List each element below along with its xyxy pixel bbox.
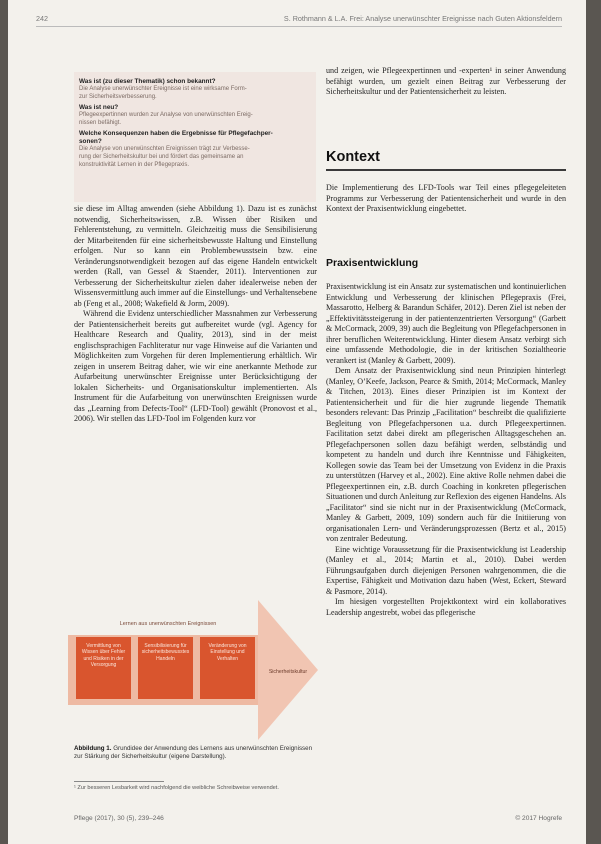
paragraph: Während die Evidenz unterschiedlicher Massnahmen zur Verbesserung der Patientensicherheit bereits gut aufbereitet wurde (vgl. Agency for Healthcare Research and Quality, 2013), sind in der meist englischsprachigen Fachliteratur nur vage Hinweise auf die Varianten und Möglichkeiten zum Vorgehen für deren Implementierung erhältlich. Wir zeigen in unserem Beitrag daher, wie wir eine anerkannte Methode zur Aufarbeitung unerwünschter Ereignisse unter Berücksichtigung der lokalen Sicherheits- und Organisationskultur implementierten. Als Instrument für die Aufarbeitung von unerwünschten Ereignissen wurde das „Learning from Defects-Tool“ (LFD-Tool) gewählt (Pronovost et al., 2006). Wir stellen das LFD-Tool im Folgenden kurz vor (74, 309, 317, 423)
journal-page (8, 0, 586, 844)
box-answer: Pflegeexpertinnen wurden zur Analyse von unerwünschten Ereig- nissen befähigt. (79, 112, 253, 126)
box-question: Welche Konsequenzen haben die Ergebnisse für Pflegefachper- sonen? (79, 130, 273, 146)
paragraph: Eine wichtige Voraussetzung für die Praxisentwicklung ist Leadership (Manley et al., 2014; Martin et al., 2010). Dabei werden Führungsaufgaben durch diejenigen Personen wahrgenommen, die die Expertise, Fähigkeit und Motivation dazu haben (West, Eckert, Steward & Pasmore, 2014). (326, 544, 566, 596)
paragraph: Praxisentwicklung ist ein Ansatz zur systematischen und kontinuierlichen Entwicklung und Verbesserung der klinischen Pflegepraxis (Frei, Massarotto, Helberg & Barandun Schäfer, 2012). Deren Ziel ist neben der „Effektivitätssteigerung in der patientenzentrierten Versorgung“ (Garbett & McCormack, 2009, 39) auch die Begleitung von Pflegefachpersonen in ihrer beruflichen Weiterentwicklung. Hinter diesem Ansatz verbirgt sich eine umfassende Methodologie, die in der kritischen Sozialtheorie verankert ist (Manley & Garbett, 2009). (326, 282, 566, 365)
subsection-title: Praxisentwicklung (326, 257, 419, 269)
section-title: Kontext (326, 149, 380, 165)
left-column-text (74, 204, 317, 425)
section-rule (326, 169, 566, 171)
page-footer (74, 815, 562, 822)
caption-text: Grundidee der Anwendung des Lernens aus unerwünschten Ereignissen zur Stärkung der Sicherheitskultur (eigene Darstellung). (74, 745, 313, 760)
section-intro (326, 183, 566, 215)
paragraph: Die Implementierung des LFD-Tools war Teil eines pflegegeleiteten Programms zur Verbesserung der Patientensicherheit und wurde in den Kontext der Praxisentwicklung eingebettet. (326, 183, 566, 213)
running-header (36, 12, 562, 27)
paragraph: und zeigen, wie Pflegeexpertinnen und -experten¹ in seiner Anwendung befähigt wurden, um gezielt einen Beitrag zur Verbesserung der Sicherheitskultur und der Patientensicherheit zu leisten. (326, 66, 566, 96)
right-column-text (326, 282, 566, 618)
figure-arrow-label: Sicherheitskultur (268, 669, 308, 675)
right-column-top-text (326, 66, 566, 98)
figure-box-text: Vermittlung von Wissen über Fehler und Risiken in der Versorgung (81, 643, 126, 668)
figure-caption (74, 745, 319, 761)
figure-box-text: Sensibilisierung für sicherheitsbewusstes Handeln (141, 643, 190, 662)
caption-label: Abbildung 1. (74, 745, 112, 752)
box-question: Was ist neu? (79, 104, 119, 112)
paragraph: sie diese im Alltag anwenden (siehe Abbildung 1). Dazu ist es zunächst notwendig, Sicherheitswissen, z.B. Wissen über Risiken und Fehlerentstehung, zu vermitteln. Gleichzeitig muss die Sensibilisierung der Mitarbeitenden für eine sicherheitsbewusste Haltung und Einstellung erfolgen. Nur so kann ein Problembewusstsein bzw. eine Veränderungsnotwendigkeit bezogen auf das eigene Handeln entwickelt werden (Rall, van Gessel & Staender, 2011). Interventionen zur Verbesserung der Sicherheitskultur zielen daher idealerweise neben der Wissensvermittlung auch immer auf die Einstellungs- und Verhaltensebene ab (Feng et al., 2008; Wakefield & Jorm, 2009). (74, 204, 317, 308)
figure-box-text: Veränderung von Einstellung und Verhalten (208, 643, 247, 662)
copyright: © 2017 Hogrefe (515, 815, 562, 822)
paragraph: Im hiesigen vorgestellten Projektkontext wird ein kollaboratives Leadership angestrebt, wobei das pflegerische (326, 597, 566, 617)
footnote-rule (74, 781, 164, 782)
box-question: Was ist (zu dieser Thematik) schon bekannt? (79, 78, 216, 85)
box-answer: Die Analyse unerwünschter Ereignisse ist eine wirksame Form- zur Sicherheitsverbesserung. (79, 86, 247, 100)
box-answer: Die Analyse von unerwünschten Ereignissen trägt zur Verbesse- rung der Sicherheitskultur bei und fördert das gemeinsame an konstruktivität Lernen in der Pflegepraxis. (79, 146, 250, 168)
paragraph: Dem Ansatz der Praxisentwicklung sind neun Prinzipien hinterlegt (Manley, O’Keefe, Jackson, Pearce & Smith, 2014; McCormack, Manley & Titchen, 2013). Eines dieser Prinzipien ist im Kontext der Patientensicherheit und für die hier zugrunde liegende Thematik besonders relevant: Das Prinzip „Facilitation“ beschreibt die qualifizierte Begleitung von Pflegefachpersonen u.a. durch Pflegeexpertinnen. Facilitation setzt dabei direkt am pflegerischen Alltagsgeschehen an. Pflegefachpersonen sollen dazu befähigt werden, selbständig und kompetent zu handeln und durch ihre Kenntnisse und Fähigkeiten, Kollegen sowie das Team bei der Umsetzung von Evidenz in die Praxis zu unterstützen (Harvey et al., 2002). Eine aktive Rolle nehmen dabei die Pflegeexpertinnen ein, z.B. durch Coaching in konkreten pflegerischen Situationen und durch Anleitung zur Reflexion des eigenen Handelns. Als „Facilitator“ sind sie nicht nur in der Praxisentwicklung (McCormack, Manley & Garbett, 2009, 109) sondern auch für die Initiierung von organisationalen Lern- und Veränderungsprozessen (Bertz et al., 2015) von zentraler Bedeutung. (326, 366, 566, 543)
figure-top-label: Lernen aus unerwünschten Ereignissen (119, 621, 217, 627)
footnote: ¹ Zur besseren Lesbarkeit wird nachfolgend die weibliche Schreibweise verwendet. (74, 785, 279, 791)
page-number: 242 (36, 14, 48, 23)
figure-1-arrow-diagram (68, 595, 320, 745)
running-head: S. Rothmann & L.A. Frei: Analyse unerwünschter Ereignisse nach Guten Aktionsfeldern (283, 14, 562, 23)
journal-citation: Pflege (2017), 30 (5), 239–246 (74, 815, 164, 822)
key-points-box (74, 72, 316, 202)
